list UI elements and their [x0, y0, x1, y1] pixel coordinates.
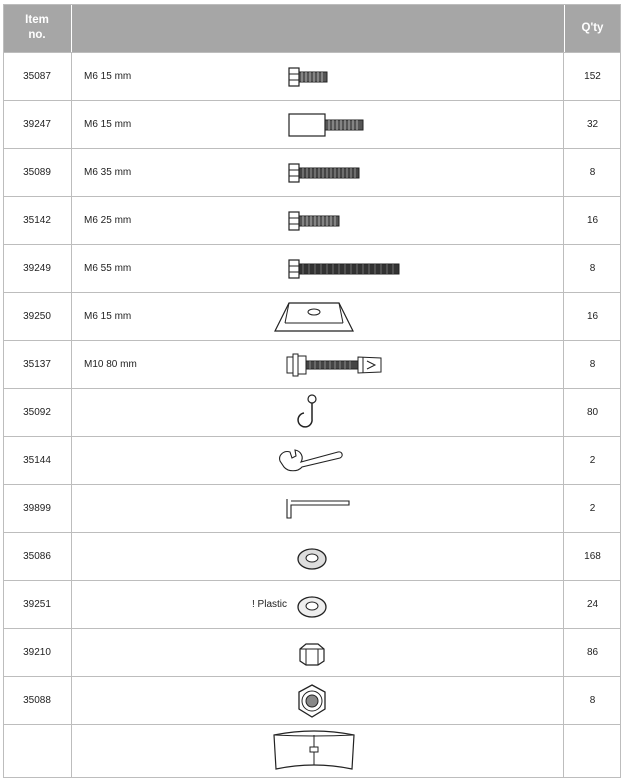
quantity: 2 — [589, 503, 596, 514]
table-row — [3, 580, 621, 628]
header-qty: Q'ty — [581, 22, 604, 34]
description-cell — [71, 245, 564, 292]
item-number: 35142 — [23, 215, 51, 226]
quantity: 8 — [589, 359, 596, 370]
hex-bolt-long-icon — [277, 245, 407, 293]
size-label: M6 25 mm — [84, 215, 132, 226]
allen-key-icon — [277, 485, 357, 533]
item-number: 35092 — [23, 407, 51, 418]
header-description — [71, 4, 564, 52]
header-item-no-text: Item no. — [25, 14, 49, 41]
hex-bolt-medium-icon — [277, 149, 377, 197]
description-cell — [71, 389, 564, 436]
quantity: 168 — [584, 551, 601, 562]
table-row — [3, 532, 621, 580]
hook-icon — [292, 389, 332, 437]
size-label: M6 35 mm — [84, 167, 132, 178]
table-row — [3, 148, 621, 196]
hex-bolt-icon — [277, 197, 357, 245]
description-cell — [71, 101, 564, 148]
item-number: 35137 — [23, 359, 51, 370]
item-number: 39249 — [23, 263, 51, 274]
table-row — [3, 244, 621, 292]
description-cell — [71, 149, 564, 196]
description-cell — [71, 293, 564, 340]
item-number: 35088 — [23, 695, 51, 706]
size-label: M6 15 mm — [84, 119, 132, 130]
item-number: 35089 — [23, 167, 51, 178]
lock-nut-icon — [290, 677, 334, 725]
header-item-no — [3, 4, 71, 52]
quantity: 152 — [584, 71, 601, 82]
table-row — [3, 340, 621, 388]
item-number: 39899 — [23, 503, 51, 514]
description-cell — [71, 197, 564, 244]
item-number — [3, 725, 71, 778]
quantity: 16 — [586, 311, 599, 322]
anchor-bolt-icon — [277, 341, 397, 389]
table-row — [3, 292, 621, 340]
wrench-icon — [270, 437, 350, 485]
size-label: M6 55 mm — [84, 263, 132, 274]
table-row — [3, 196, 621, 244]
description-cell — [71, 629, 564, 676]
table-row — [3, 628, 621, 676]
description-cell — [71, 485, 564, 532]
description-cell — [71, 437, 564, 484]
size-label: M6 15 mm — [84, 71, 132, 82]
washer-icon — [292, 533, 332, 581]
quantity: 86 — [586, 647, 599, 658]
table-row — [3, 484, 621, 532]
description-cell — [71, 677, 564, 724]
table-row — [3, 436, 621, 484]
item-number: 39250 — [23, 311, 51, 322]
size-label: M6 15 mm — [84, 311, 132, 322]
description-cell — [71, 533, 564, 580]
quantity: 2 — [589, 455, 596, 466]
table-row — [3, 724, 621, 778]
hex-bolt-short-icon — [277, 53, 357, 101]
parts-table — [3, 4, 621, 778]
hex-nut-icon — [292, 629, 332, 677]
quantity: 8 — [589, 167, 596, 178]
table-row — [3, 52, 621, 100]
description-cell — [71, 341, 564, 388]
description-cell — [71, 53, 564, 100]
description-cell — [71, 725, 564, 778]
quantity — [564, 725, 621, 778]
table-row — [3, 100, 621, 148]
table-header — [3, 4, 621, 52]
item-number: 35087 — [23, 71, 51, 82]
quantity: 32 — [586, 119, 599, 130]
size-label: M10 80 mm — [84, 359, 137, 370]
plastic-note: ! Plastic — [252, 599, 288, 610]
item-number: 39247 — [23, 119, 51, 130]
quantity: 8 — [589, 695, 596, 706]
threaded-stud-icon — [277, 101, 377, 149]
item-number: 35086 — [23, 551, 51, 562]
quantity: 16 — [586, 215, 599, 226]
tapered-block-icon — [267, 293, 367, 341]
item-number: 39251 — [23, 599, 51, 610]
table-row — [3, 388, 621, 436]
item-number: 35144 — [23, 455, 51, 466]
quantity: 8 — [589, 263, 596, 274]
quantity: 24 — [586, 599, 599, 610]
table-row — [3, 676, 621, 724]
curved-clip-icon — [268, 725, 360, 779]
item-number: 39210 — [23, 647, 51, 658]
description-cell — [71, 581, 564, 628]
quantity: 80 — [586, 407, 599, 418]
plastic-washer-icon — [292, 581, 332, 629]
